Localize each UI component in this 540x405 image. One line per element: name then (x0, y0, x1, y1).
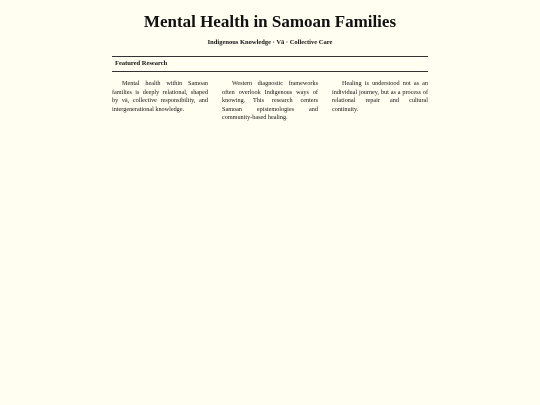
page-subtitle: Indigenous Knowledge · Vā · Collective Care (207, 39, 333, 46)
text-column-3: Healing is understood not as an individual journey, but as a process of relational repair and cultural continuity. (332, 80, 428, 113)
text-column-1: Mental health within Samoan families is deeply relational, shaped by vā, collective responsibility, and intergenerational knowledge. (112, 80, 208, 113)
page-title: Mental Health in Samoan Families (143, 12, 397, 31)
section-heading: Featured Research (115, 60, 168, 67)
featured-research-section (112, 56, 428, 122)
text-columns (112, 80, 428, 123)
section-divider-bottom (112, 71, 428, 72)
text-column-2: Western diagnostic frameworks often overlook Indigenous ways of knowing. This research centers Samoan epistemologies and community-based healing. (222, 80, 318, 122)
